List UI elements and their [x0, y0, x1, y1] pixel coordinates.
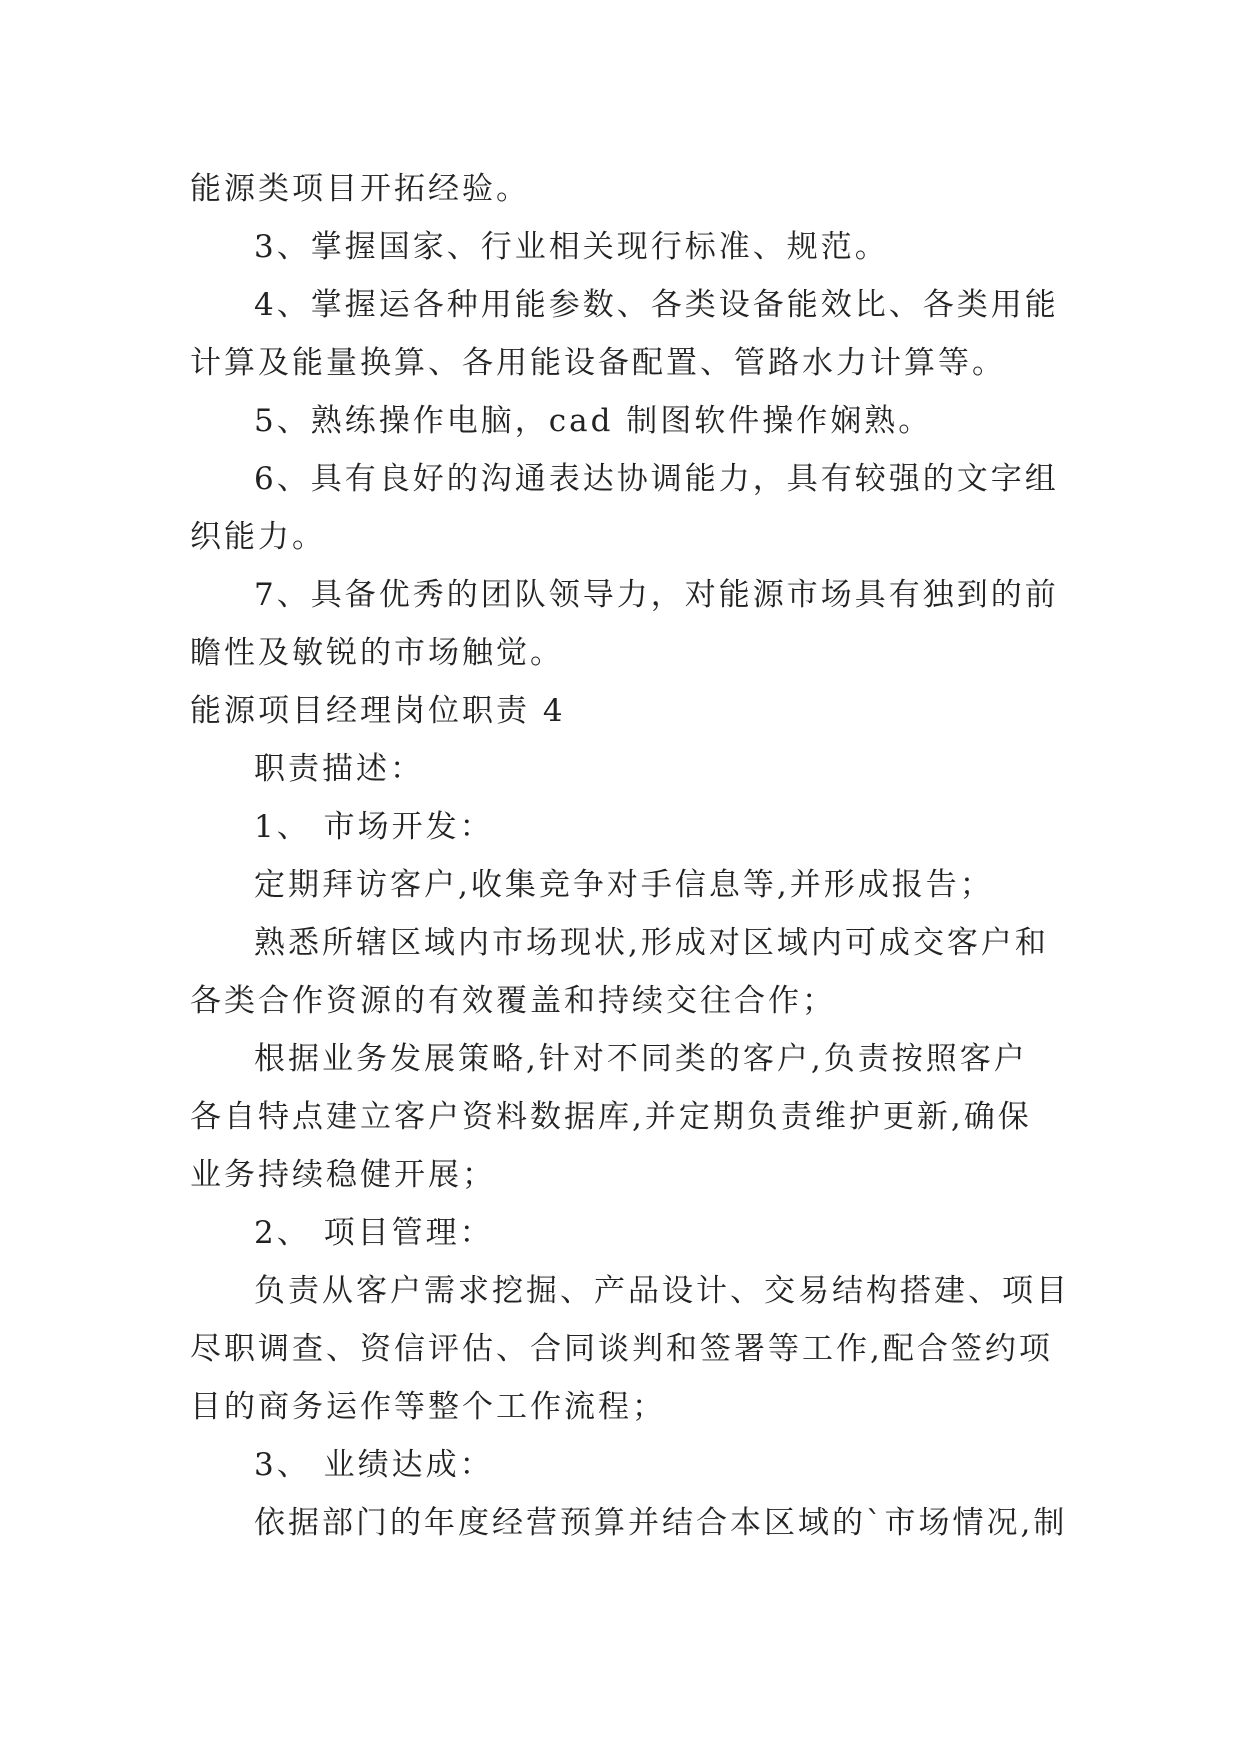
text-line: 瞻性及敏锐的市场触觉。	[190, 635, 564, 671]
text-line: 织能力。	[190, 519, 326, 555]
text-line: 根据业务发展策略,针对不同类的客户,负责按照客户	[254, 1041, 1028, 1077]
text-line: 各自特点建立客户资料数据库,并定期负责维护更新,确保	[190, 1099, 1032, 1135]
text-line: 3、掌握国家、行业相关现行标准、规范。	[254, 229, 889, 265]
text-line: 2、 项目管理：	[254, 1215, 494, 1251]
text-line: 5、熟练操作电脑，cad 制图软件操作娴熟。	[254, 403, 933, 439]
text-line: 职责描述：	[254, 751, 424, 787]
text-line: 能源类项目开拓经验。	[190, 171, 530, 207]
text-line: 4、掌握运各种用能参数、各类设备能效比、各类用能	[254, 287, 1059, 323]
text-line: 业务持续稳健开展；	[190, 1157, 496, 1193]
text-line: 熟悉所辖区域内市场现状,形成对区域内可成交客户和	[254, 925, 1049, 961]
text-line: 1、 市场开发：	[254, 809, 494, 845]
text-line: 各类合作资源的有效覆盖和持续交往合作；	[190, 983, 836, 1019]
text-line: 计算及能量换算、各用能设备配置、管路水力计算等。	[190, 345, 1006, 381]
document-body	[190, 160, 1070, 1552]
text-line: 依据部门的年度经营预算并结合本区域的`市场情况,制	[254, 1505, 1068, 1541]
text-line: 7、具备优秀的团队领导力，对能源市场具有独到的前	[254, 577, 1059, 613]
text-line: 6、具有良好的沟通表达协调能力，具有较强的文字组	[254, 461, 1059, 497]
text-line: 3、 业绩达成：	[254, 1447, 494, 1483]
text-line: 负责从客户需求挖掘、产品设计、交易结构搭建、项目	[254, 1273, 1070, 1309]
text-line: 尽职调查、资信评估、合同谈判和签署等工作,配合签约项	[190, 1331, 1053, 1367]
text-line: 目的商务运作等整个工作流程；	[190, 1389, 666, 1425]
text-line: 定期拜访客户,收集竞争对手信息等,并形成报告；	[254, 867, 994, 903]
section-heading: 能源项目经理岗位职责 4	[190, 693, 566, 729]
